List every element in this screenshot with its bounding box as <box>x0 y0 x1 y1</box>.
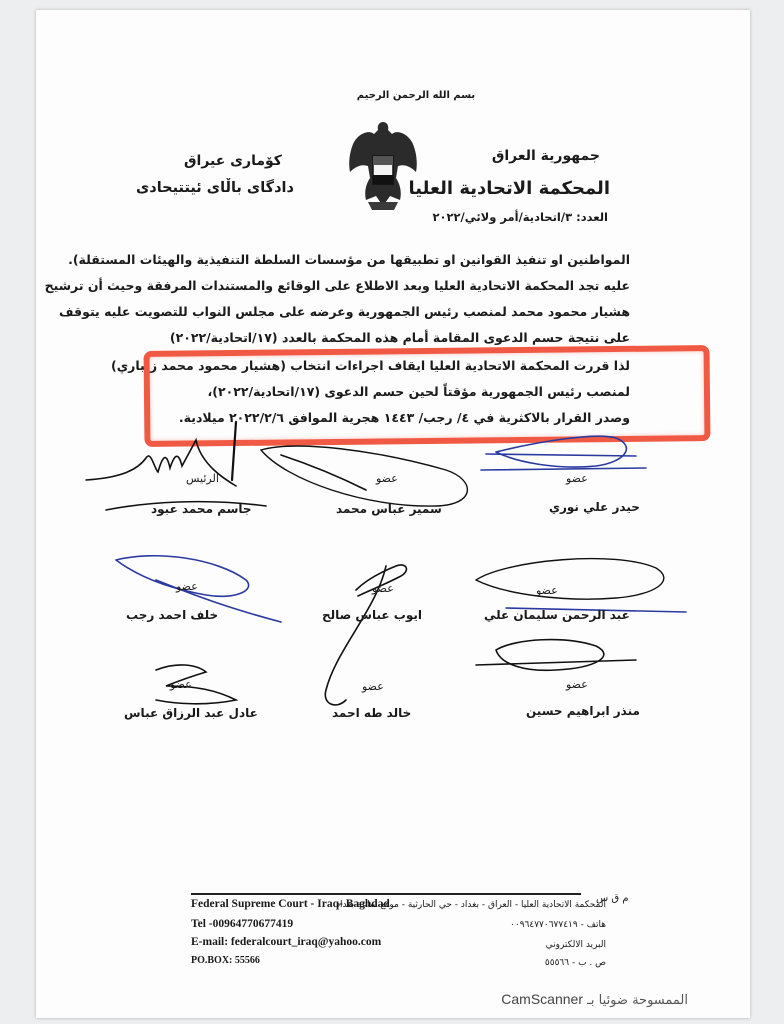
signature-member-2 <box>261 446 467 506</box>
court-name-heading: المحكمة الاتحادية العليا <box>408 178 610 199</box>
signature-member-7 <box>156 665 236 704</box>
footer-court-english: Federal Supreme Court - Iraq- Baghdad <box>191 898 390 910</box>
signature-name: خالد طه احمد <box>332 706 412 720</box>
camscanner-watermark <box>501 991 688 1008</box>
signature-role: عضو <box>176 580 198 593</box>
watermark-brand: CamScanner <box>501 991 583 1007</box>
signature-role: عضو <box>566 678 588 691</box>
signature-role: عضو <box>362 680 384 693</box>
signature-name: سمير عباس محمد <box>336 502 442 516</box>
signature-member-3 <box>496 436 626 467</box>
footer-phone-arabic: هاتف - ٠٠٩٦٤٧٧٠٦٧٧٤١٩ <box>510 920 606 930</box>
footer-email-english: E-mail: federalcourt_iraq@yahoo.com <box>191 936 382 948</box>
signature-name: عبد الرحمن سليمان علي <box>484 608 630 622</box>
footer-email-label-arabic: البريد الالكتروني <box>545 940 606 950</box>
body-line-3: هشيار محمود محمد لمنصب رئيس الجمهورية وعرضه على مجلس النواب للتصويت عليه يتوقف <box>59 304 630 319</box>
footer-divider <box>191 893 581 895</box>
body-line-7: وصدر القرار بالاكثرية في ٤/ رجب/ ١٤٤٣ هجرية الموافق ٢٠٢٢/٢/٦ ميلادية. <box>178 410 630 425</box>
footer-address-arabic: المحكمة الاتحادية العليا - العراق - بغداد - حي الحارثية - موقع ساعة بغداد <box>336 900 606 910</box>
signature-name: منذر ابراهيم حسين <box>526 704 640 718</box>
signature-scribbles <box>36 10 750 750</box>
signature-name: ايوب عباس صالح <box>322 608 422 622</box>
watermark-prefix: الممسوحة ضوئيا بـ <box>587 993 688 1008</box>
document-page <box>36 10 750 1018</box>
body-line-6: لمنصب رئيس الجمهورية مؤقتاً لحين حسم الدعوى (١٧/اتحادية/٢٠٢٢)، <box>207 384 630 399</box>
kurdish-court-heading: دادگای باڵای ئیتتیحادی <box>136 180 294 196</box>
signature-name: خلف احمد رجب <box>126 608 219 622</box>
republic-of-iraq-heading: جمهورية العراق <box>491 148 600 164</box>
footer-pobox-english: PO.BOX: 55566 <box>191 955 260 966</box>
body-line-4: على نتيجة حسم الدعوى المقامة أمام هذه المحكمة بالعدد (١٧/اتحادية/٢٠٢٢) <box>169 330 630 345</box>
signature-name: عادل عبد الرزاق عباس <box>124 706 258 720</box>
body-line-1: المواطنين او تنفيذ القوانين او تطبيقها من مؤسسات السلطة التنفيذية والهيئات المستقلة). <box>68 252 630 267</box>
reference-number: العدد: ٣/اتحادية/أمر ولائي/٢٠٢٢ <box>432 210 608 224</box>
signature-role: عضو <box>170 678 192 691</box>
footer-mark: م ق س <box>596 893 629 904</box>
basmala: بسم الله الرحمن الرحيم <box>356 90 476 101</box>
footer-phone-english: Tel -00964770677419 <box>191 918 294 930</box>
body-line-2: عليه تجد المحكمة الاتحادية العليا وبعد الاطلاع على الوقائع والمستندات المرفقة وحيث أن ترشيح <box>44 278 630 293</box>
signature-role: عضو <box>372 582 394 595</box>
kurdish-republic-heading: كۆماری عیراق <box>184 153 282 169</box>
signature-role: عضو <box>566 472 588 485</box>
footer-pobox-arabic: ص . ب - ٥٥٥٦٦ <box>544 958 606 968</box>
body-line-5: لذا قررت المحكمة الاتحادية العليا ايقاف اجراءات انتخاب (هشيار محمود محمد زيباري) <box>111 358 630 373</box>
signature-name: حيدر علي نوري <box>549 500 640 514</box>
signature-role: الرئيس <box>186 472 219 485</box>
signature-member-9 <box>496 640 604 671</box>
signature-role: عضو <box>376 472 398 485</box>
signature-name: جاسم محمد عبود <box>151 502 252 516</box>
signature-member-6 <box>476 559 664 600</box>
signature-role: عضو <box>536 584 558 597</box>
